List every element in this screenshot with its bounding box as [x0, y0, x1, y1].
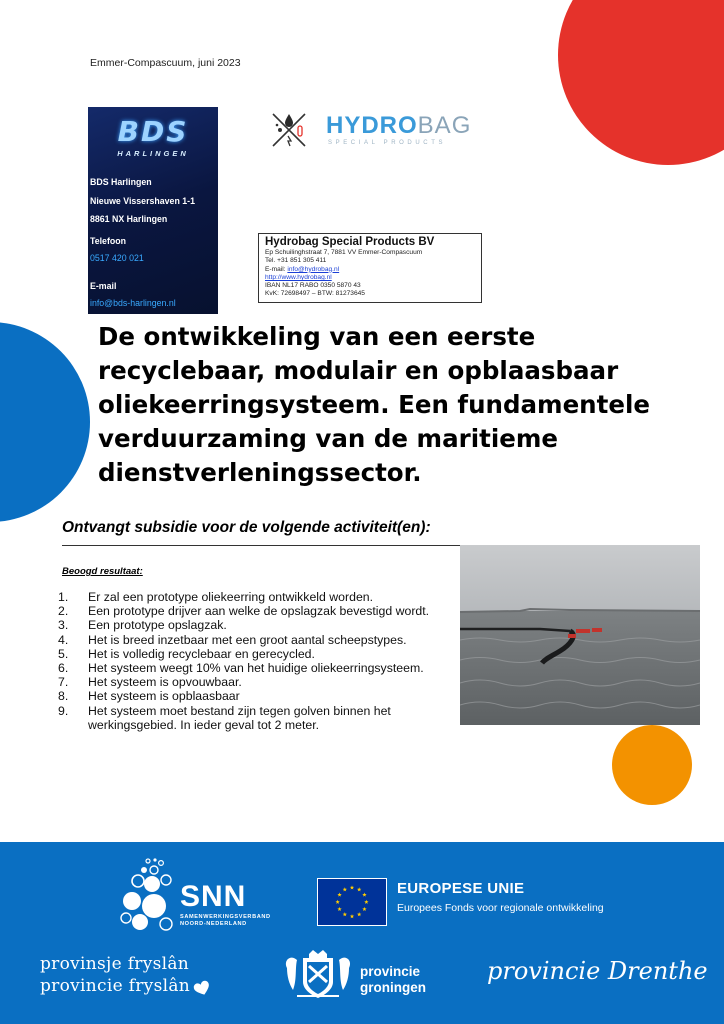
oil-boom-photo: [460, 545, 700, 725]
hydrobag-word-bold: HYDRO: [326, 112, 418, 139]
date-line: Emmer-Compascuum, juni 2023: [90, 57, 241, 69]
eu-flag-icon: [317, 878, 387, 926]
fryslan-line-1: provinsje fryslân: [40, 954, 190, 974]
hydrobag-kvk: KvK: 72698497 – BTW: 81273645: [265, 290, 365, 298]
result-text: Het is breed inzetbaar met een groot aantal scheepstypes.: [88, 632, 407, 647]
result-number: 8.: [58, 689, 69, 704]
drenthe-logo: provincie Drenthe: [487, 957, 708, 985]
result-text: Een prototype drijver aan welke de opslagzak bevestigd wordt.: [88, 604, 430, 619]
page-title: De ontwikkeling van een eerste recyclebaar, modulair en opblaasbaar oliekeerringsysteem. Een fundamentele verduurzaming van de maritieme dienstverleningssector.: [98, 322, 650, 487]
bds-logo-sub: HARLINGEN: [117, 149, 189, 158]
bds-phone: 0517 420 021: [90, 253, 144, 263]
groningen-line-1: provincie: [360, 964, 421, 979]
snn-bubbles-icon: [118, 856, 178, 936]
result-item: [58, 689, 448, 703]
hydrobag-logo: [268, 108, 488, 150]
bds-harlingen-card: [88, 107, 218, 314]
fryslan-line-2: provincie fryslân: [40, 976, 191, 996]
result-number: 1.: [58, 590, 69, 604]
result-number: 9.: [58, 703, 69, 718]
result-text: Het systeem is opblaasbaar: [88, 689, 240, 704]
result-text: Het systeem moet bestand zijn tegen golven binnen het werkingsgebied. In ieder geval tot 2 meter.: [88, 703, 391, 732]
hydrobag-email-label: E-mail:: [265, 265, 288, 273]
result-item: [58, 704, 448, 732]
bds-phone-label: Telefoon: [90, 236, 126, 246]
red-circle-decoration: [558, 0, 724, 165]
snn-sub-line-2: NOORD-NEDERLAND: [180, 921, 247, 927]
result-text: Er zal een prototype oliekeerring ontwikkeld worden.: [88, 590, 374, 604]
hydrobag-company: Hydrobag Special Products BV: [265, 236, 435, 248]
orange-circle-decoration: [612, 725, 692, 805]
result-item: [58, 647, 448, 661]
result-label: Beoogd resultaat:: [62, 566, 143, 577]
result-item: [58, 604, 448, 618]
bds-city: 8861 NX Harlingen: [90, 214, 168, 224]
bds-name: BDS Harlingen: [90, 177, 152, 187]
groningen-line-2: groningen: [360, 980, 426, 995]
eu-title: EUROPESE UNIE: [397, 880, 525, 897]
result-item: [58, 675, 448, 689]
result-number: 7.: [58, 675, 69, 690]
result-text: Het systeem is opvouwbaar.: [88, 675, 242, 690]
result-number: 5.: [58, 646, 69, 661]
result-item: [58, 661, 448, 675]
hydrobag-email-link[interactable]: info@hydrobag.nl: [287, 265, 340, 273]
result-item: [58, 633, 448, 647]
result-item: [58, 618, 448, 632]
groningen-crest-icon: [283, 950, 353, 1002]
snn-logo: [118, 856, 288, 936]
hydrobag-address: Ep Schuilinghstraat 7, 7881 VV Emmer-Compascuum: [265, 249, 423, 256]
bds-email: info@bds-harlingen.nl: [90, 298, 176, 308]
snn-wordmark: SNN: [180, 880, 247, 913]
result-list: [58, 590, 448, 732]
snn-sub-line-1: SAMENWERKINGSVERBAND: [180, 914, 271, 920]
fryslan-heart-icon: [193, 980, 211, 996]
subsidy-heading: Ontvangt subsidie voor de volgende activiteit(en):: [62, 519, 431, 536]
hydrobag-email-line: [265, 266, 481, 274]
hydrobag-contact-box: [258, 233, 482, 303]
result-text: Het systeem weegt 10% van het huidige oliekeerringsysteem.: [88, 661, 424, 676]
bds-logo: [94, 115, 212, 159]
eu-subtitle: Europees Fonds voor regionale ontwikkeling: [397, 902, 604, 914]
hydrobag-website-link[interactable]: http://www.hydrobag.nl: [265, 273, 332, 281]
hydrobag-wordmark: [326, 112, 471, 140]
sponsor-footer: [0, 842, 724, 1024]
result-item: [58, 590, 448, 604]
result-number: 4.: [58, 632, 69, 647]
hydrobag-iban: IBAN NL17 RABO 0350 5870 43: [265, 282, 361, 290]
bds-email-label: E-mail: [90, 281, 117, 291]
hydrobag-phone: Tel. +31 851 305 411: [265, 257, 327, 265]
bds-logo-text: BDS: [117, 115, 189, 148]
result-text: Een prototype opslagzak.: [88, 618, 227, 633]
blue-circle-decoration: [0, 322, 90, 522]
result-number: 2.: [58, 604, 69, 619]
result-number: 6.: [58, 661, 69, 676]
bds-street: Nieuwe Vissershaven 1-1: [90, 196, 195, 206]
hydrobag-mark-icon: [268, 108, 310, 150]
result-text: Het is volledig recyclebaar en gerecycled.: [88, 646, 315, 661]
hydrobag-word-light: BAG: [417, 112, 472, 139]
result-number: 3.: [58, 618, 69, 633]
hydrobag-tagline: SPECIAL PRODUCTS: [328, 140, 447, 146]
